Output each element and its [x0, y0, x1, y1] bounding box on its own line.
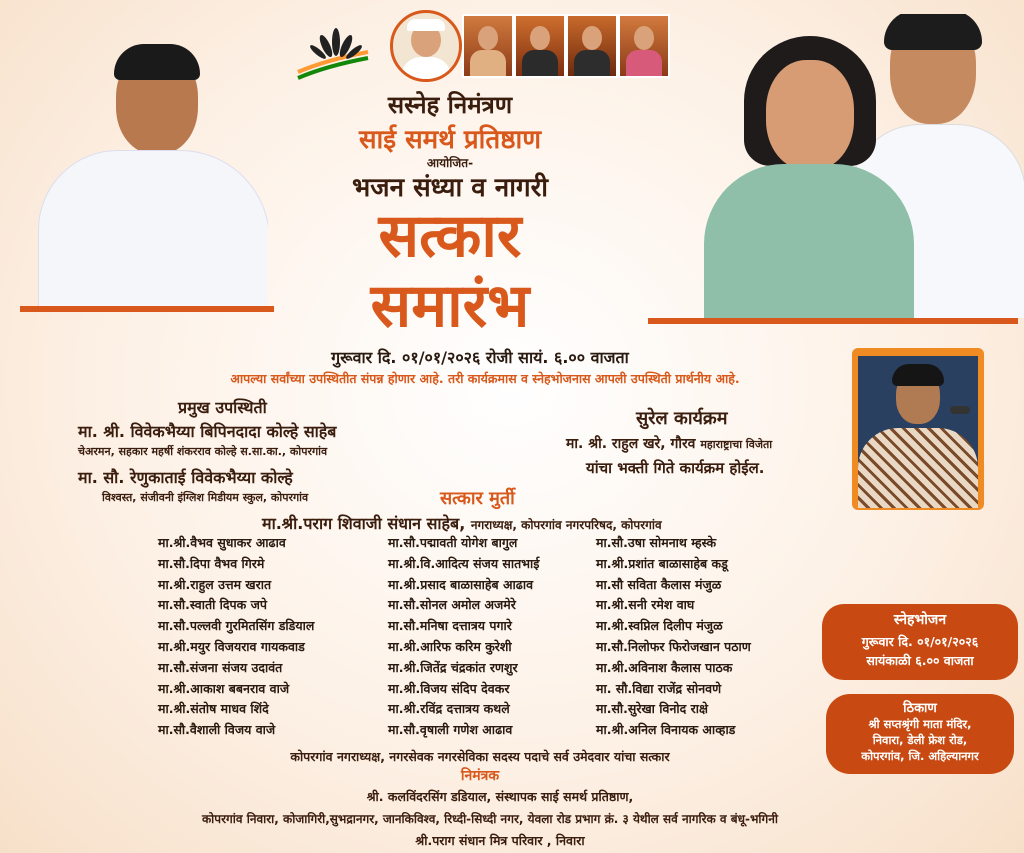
chief-guest-1-name: मा. श्री. विवेकभैय्या बिपिनदादा कोल्हे साहेब — [78, 422, 337, 441]
honoree-name: मा.सौ.सोनल अमोल अजमेरे — [388, 597, 516, 613]
venue-box — [826, 694, 1014, 774]
right-divider — [648, 318, 1018, 324]
chief-presence-heading: प्रमुख उपस्थिती — [178, 398, 267, 417]
honoree-name: मा.श्री.मयुर विजयराव गायकवाड — [158, 639, 305, 654]
honoree-name: मा.श्री.विजय संदिप देवकर — [388, 680, 510, 696]
leader-photo-2 — [514, 14, 566, 78]
venue-line-3: कोपरगांव, जि. अहिल्यानगर — [861, 749, 979, 763]
leader-photo-1 — [462, 14, 514, 78]
honoree-name: मा.सौ.वैशाली विजय वाजे — [158, 722, 276, 738]
singer-photo — [852, 348, 984, 510]
honorees-footer: कोपरगांव नगराध्यक्ष, नगरसेवक नगरसेविका सदस्य पदाचे सर्व उमेदवार यांचा सत्कार — [290, 749, 670, 764]
organizer-name: साई समर्थ प्रतिष्ठाण — [358, 125, 542, 155]
honoree-name: मा.सौ.पद्मावती योगेश बागुल — [388, 535, 518, 550]
dinner-box — [822, 604, 1018, 680]
honoree-name: मा.सौ.सुरेखा विनोद राक्षे — [596, 701, 708, 717]
honoree-name: मा. सौ.विद्या राजेंद्र सोनवणे — [596, 680, 722, 696]
venue-heading: ठिकाण — [903, 701, 937, 716]
honoree-name: मा.श्री.राहुल उत्तम खरात — [158, 576, 272, 592]
honoree-name: मा.श्री.वैभव सुधाकर आढाव — [158, 535, 286, 550]
singer-name: मा. श्री. राहुल खरे, गौरव — [566, 436, 696, 452]
honoree-name: मा.श्री.अविनाश कैलास पाठक — [596, 659, 733, 675]
organized-by: आयोजित- — [426, 156, 474, 170]
invitation-heading: सस्नेह निमंत्रण — [387, 91, 513, 119]
musical-line-2: यांचा भक्ती गिते कार्यक्रम होईल. — [586, 459, 765, 477]
honoree-name: मा.सौ.संजना संजय उदावंत — [158, 659, 283, 675]
musical-heading: सुरेल कार्यक्रम — [636, 408, 728, 429]
inviters-line-3: श्री.पराग संधान मित्र परिवार , निवारा — [415, 833, 585, 848]
honoree-name: मा.सौ सविता कैलास मंजुळ — [596, 576, 722, 592]
honoree-name: मा.श्री.आकाश बबनराव वाजे — [158, 680, 290, 696]
honoree-name: मा.श्री.प्रसाद बाळासाहेब आढाव — [388, 576, 534, 592]
honoree-name: मा.श्री.संतोष माधव शिंदे — [158, 701, 269, 717]
honoree-name: मा.श्री.जितेंद्र चंद्रकांत रणशुर — [388, 659, 518, 675]
leader-photo-4 — [618, 14, 670, 78]
honoree-name: मा.श्री.रविंद्र दत्तात्रय कथले — [388, 701, 510, 717]
honoree-name: मा.सौ.उषा सोमनाथ म्हस्के — [596, 535, 717, 550]
honoree-name: मा.सौ.स्वाती दिपक जपे — [158, 597, 267, 613]
honoree-main-name: मा.श्री.पराग शिवाजी संधान साहेब, — [262, 514, 466, 533]
honoree-name: मा.श्री.आरिफ करिम कुरेशी — [388, 639, 512, 654]
honoree-name: मा.श्री.स्वप्निल दिलीप मंजुळ — [596, 618, 723, 634]
honoree-name: मा.श्री.प्रशांत बाळासाहेब कडू — [596, 555, 728, 571]
honoree-name: मा.सौ.मनिषा दत्तात्रय पगारे — [388, 618, 512, 634]
inviters-heading: निमंत्रक — [460, 768, 500, 784]
event-line: भजन संध्या व नागरी — [352, 173, 548, 203]
guest-couple-photo — [700, 14, 1024, 318]
venue-line-2: निवारा, डेली फ्रेश रोड, — [872, 733, 968, 747]
honoree-name: मा.सौ.पल्लवी गुरमितसिंग डडियाल — [158, 618, 315, 634]
lotus-icon — [296, 22, 376, 82]
honoree-name: मा.श्री.अनिल विनायक आव्हाड — [596, 722, 736, 738]
honoree-name: मा.श्री.वि.आदित्य संजय सातभाई — [388, 555, 540, 571]
honoree-name: मा.सौ.वृषाली गणेश आढाव — [388, 722, 513, 738]
honorees-heading: सत्कार मुर्ती — [440, 488, 515, 509]
musical-line-1 — [566, 434, 772, 453]
title-word-2: समारंभ — [370, 271, 530, 341]
title-word-1: सत्कार — [378, 201, 522, 271]
dinner-time: सायंकाळी ६.०० वाजता — [866, 653, 974, 668]
chief-guest-2-name: मा. सौ. रेणुकाताई विवेकभैय्या कोल्हे — [78, 468, 293, 487]
chief-guest-1-title: चेअरमन, सहकार महर्षी शंकरराव कोल्हे स.सा.का., कोपरगांव — [78, 445, 328, 458]
honoree-main-title: नगराध्यक्ष, कोपरगांव नगरपरिषद, कोपरगांव — [470, 518, 662, 532]
leader-photo-3 — [566, 14, 618, 78]
inviters-line-2: कोपरगांव निवारा, कोजागिरी,सुभद्रानगर, जानकिविश्व, रिध्दी-सिध्दी नगर, येवला रोड प्रभाग क्रं. ३ येथील सर्व नागरिक व बंधू-भगिनी — [201, 812, 779, 826]
party-logo — [296, 22, 376, 82]
leader-photo-round — [390, 10, 462, 82]
inviters-line-1: श्री. कलविंदरसिंग डडियाल, संस्थापक साई समर्थ प्रतिष्ठाण, — [366, 789, 634, 804]
honoree-main — [262, 512, 662, 534]
event-date-line: गुरूवार दि. ०१/०१/२०२६ रोजी सायं. ६.०० वाजता — [331, 348, 629, 367]
singer-title: महाराष्ट्राचा विजेता — [700, 438, 773, 451]
left-divider — [20, 306, 274, 312]
chief-guest-2-title: विश्वस्त, संजीवनी इंग्लिश मिडीयम स्कुल, कोपरगांव — [102, 491, 309, 504]
event-note: आपल्या सर्वांच्या उपस्थितीत संपन्न होणार आहे. तरी कार्यक्रमास व स्नेहभोजनास आपली उपस्थिती प्रार्थनीय आहे. — [230, 371, 740, 386]
dinner-heading: स्नेहभोजन — [893, 612, 947, 628]
honoree-name: मा.सौ.निलोफर फिरोजखान पठाण — [596, 639, 751, 654]
honoree-name: मा.सौ.दिपा वैभव गिरमे — [158, 555, 265, 571]
venue-line-1: श्री सप्तश्रृंगी माता मंदिर, — [868, 717, 972, 731]
honoree-name: मा.श्री.सनी रमेश वाघ — [596, 597, 695, 613]
chief-guest-photo — [28, 40, 268, 308]
dinner-date: गुरूवार दि. ०१/०१/२०२६ — [861, 634, 979, 649]
